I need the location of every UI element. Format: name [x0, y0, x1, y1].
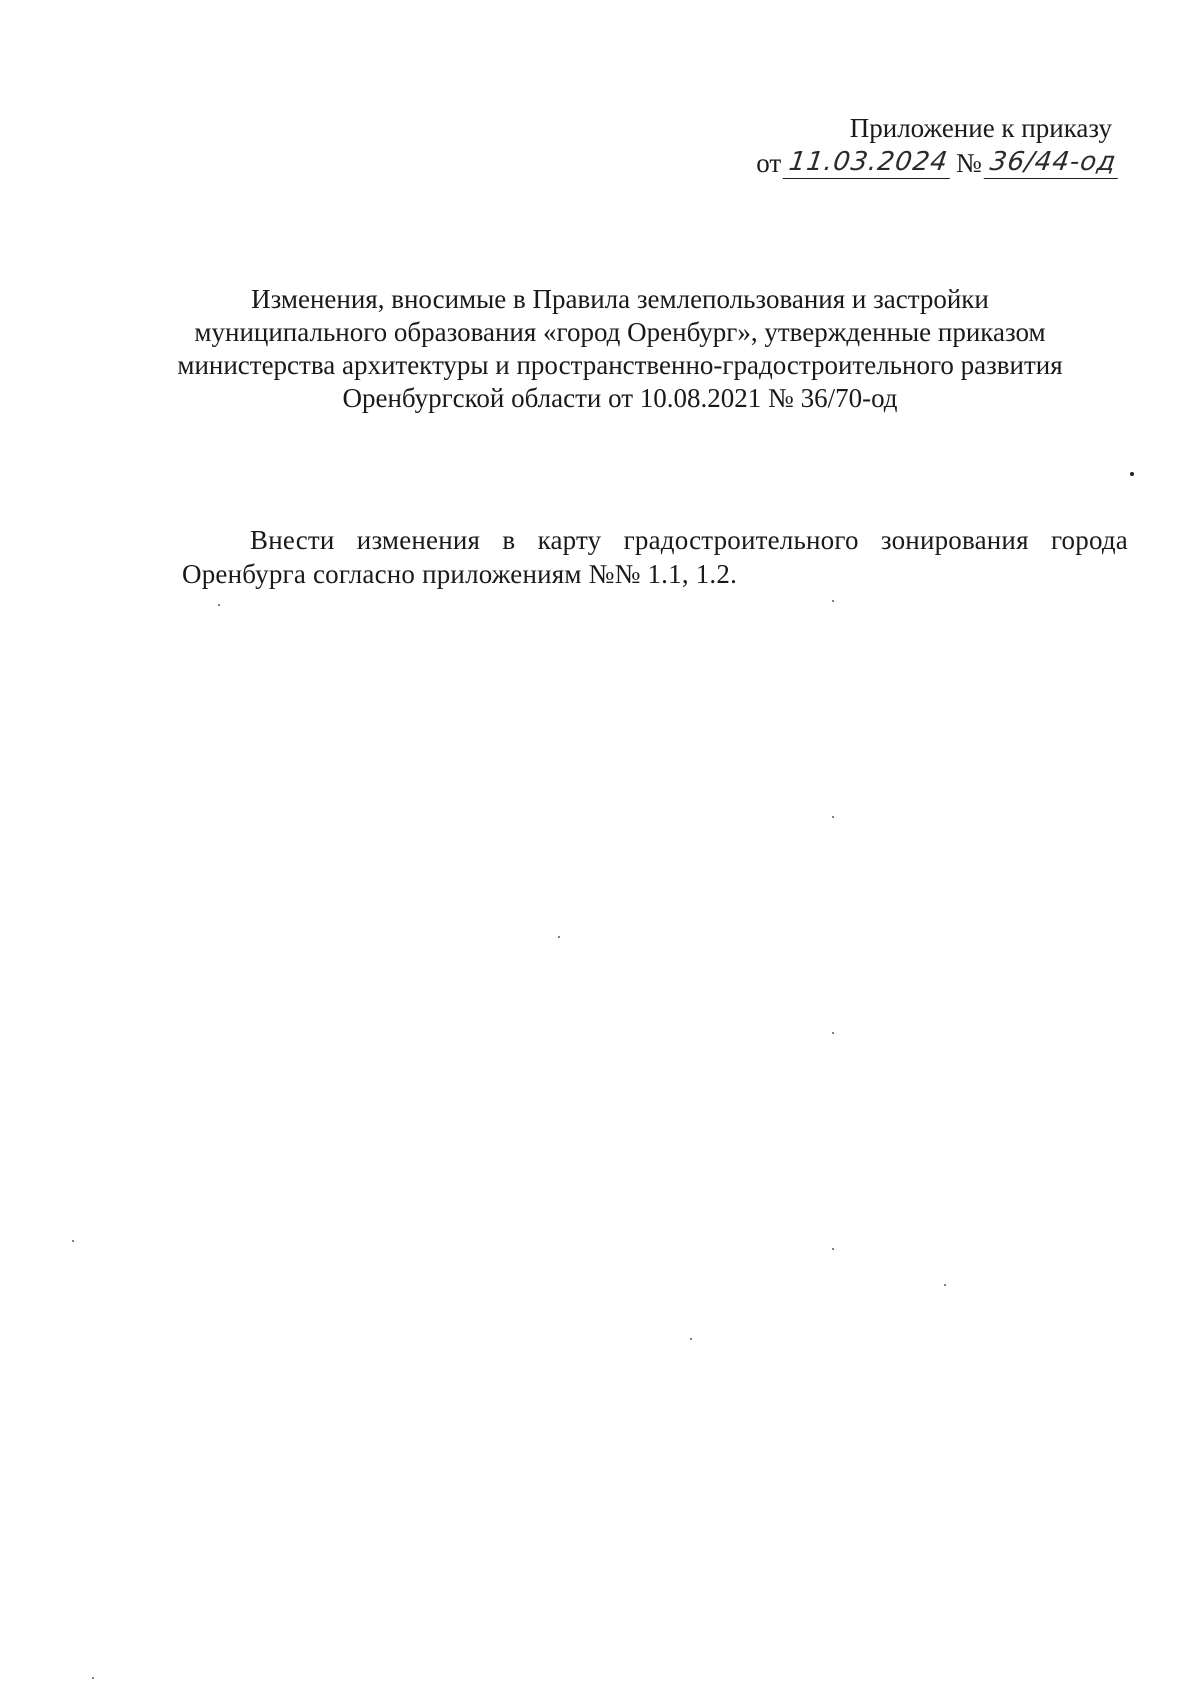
- scan-speck: [832, 600, 834, 602]
- scan-speck: [558, 936, 560, 938]
- scan-speck: [218, 604, 220, 606]
- appendix-reference: [740, 112, 1120, 179]
- scan-speck: [92, 1677, 94, 1679]
- title-line: муниципального образования «город Оренбург», утвержденные приказом: [194, 317, 1046, 347]
- appendix-date-number-line: [740, 146, 1120, 179]
- scan-speck: [832, 816, 834, 818]
- handwritten-date: 11.03.2024: [783, 146, 955, 179]
- scan-speck: [690, 1338, 692, 1340]
- title-line: министерства архитектуры и пространственно-градостроительного развития: [177, 350, 1063, 380]
- appendix-title: Приложение к приказу: [849, 113, 1112, 143]
- scan-speck: [1130, 472, 1134, 476]
- scan-speck: [72, 1240, 74, 1242]
- handwritten-number: 36/44-од: [983, 146, 1122, 179]
- date-prefix: от: [756, 148, 782, 178]
- body-paragraph: Внести изменения в карту градостроительного зонирования города Оренбурга согласно приложениям №№ 1.1, 1.2.: [182, 525, 1128, 589]
- scan-speck: [832, 1032, 834, 1034]
- title-line: Оренбургской области от 10.08.2021 № 36/70-од: [342, 383, 898, 413]
- scan-speck: [832, 1248, 834, 1250]
- document-title: [160, 283, 1080, 415]
- number-prefix: №: [956, 148, 982, 178]
- title-line: Изменения, вносимые в Правила землепользования и застройки: [251, 284, 989, 314]
- scan-speck: [944, 1284, 946, 1286]
